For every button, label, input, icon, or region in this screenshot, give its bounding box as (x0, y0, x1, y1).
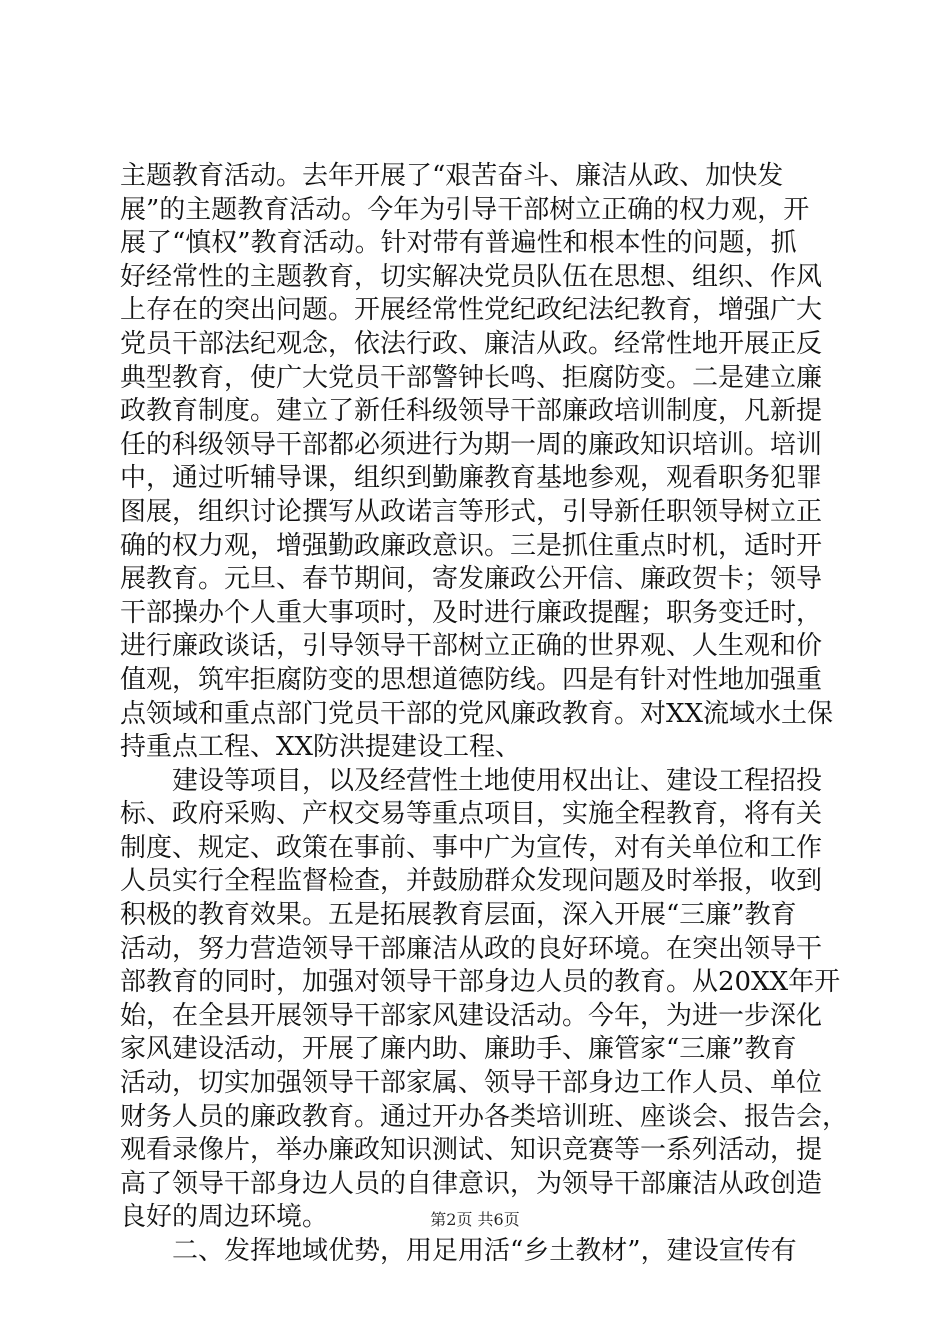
text-line: 财务人员的廉政教育。通过开办各类培训班、座谈会、报告会， (120, 1101, 849, 1132)
text-line: 活动，切实加强领导干部家属、领导干部身边工作人员、单位 (120, 1068, 823, 1099)
text-line: 展”的主题教育活动。今年为引导干部树立正确的权力观，开 (120, 194, 810, 225)
text-line: 部教育的同时，加强对领导干部身边人员的教育。从20XX年开 (120, 967, 841, 998)
text-line: 点领域和重点部门党员干部的党风廉政教育。对XX流域水土保 (120, 698, 834, 729)
text-line: 持重点工程、XX防洪提建设工程、 (120, 732, 522, 763)
page-footer: 第2页 共6页 (430, 1210, 520, 1229)
text-line: 建设等项目，以及经营性土地使用权出让、建设工程招投 (172, 765, 823, 796)
text-line: 党员干部法纪观念，依法行政、廉洁从政。经常性地开展正反 (120, 328, 823, 359)
text-line: 确的权力观，增强勤政廉政意识。三是抓住重点时机，适时开 (120, 530, 823, 561)
text-line: 好经常性的主题教育，切实解决党员队伍在思想、组织、作风 (120, 261, 823, 292)
text-line: 良好的周边环境。 (120, 1202, 329, 1233)
paragraph (120, 765, 849, 1235)
text-line: 中，通过听辅导课，组织到勤廉教育基地参观，观看职务犯罪 (120, 463, 823, 494)
text-line: 始，在全县开展领导干部家风建设活动。今年，为进一步深化 (120, 1000, 823, 1031)
text-line: 家风建设活动，开展了廉内助、廉助手、廉管家“三廉”教育 (120, 1034, 797, 1065)
document-body (120, 160, 849, 1269)
text-line: 值观，筑牢拒腐防变的思想道德防线。四是有针对性地加强重 (120, 664, 823, 695)
text-line: 图展，组织讨论撰写从政诺言等形式，引导新任职领导树立正 (120, 496, 823, 527)
text-line: 干部操办个人重大事项时，及时进行廉政提醒；职务变迁时， (120, 597, 823, 628)
text-line: 进行廉政谈话，引导领导干部树立正确的世界观、人生观和价 (120, 631, 823, 662)
text-line: 人员实行全程监督检查，并鼓励群众发现问题及时举报，收到 (120, 866, 823, 897)
text-line: 典型教育，使广大党员干部警钟长鸣、拒腐防变。二是建立廉 (120, 362, 823, 393)
paragraph (120, 1235, 840, 1269)
text-line: 活动，努力营造领导干部廉洁从政的良好环境。在突出领导干 (120, 933, 823, 964)
text-line: 标、政府采购、产权交易等重点项目，实施全程教育，将有关 (120, 799, 823, 830)
text-line: 展教育。元旦、春节期间，寄发廉政公开信、廉政贺卡；领导 (120, 564, 823, 595)
text-line: 制度、规定、政策在事前、事中广为宣传，对有关单位和工作 (120, 832, 823, 863)
text-line: 上存在的突出问题。开展经常性党纪政纪法纪教育，增强广大 (120, 295, 823, 326)
paragraph (120, 160, 840, 765)
text-line: 高了领导干部身边人员的自律意识，为领导干部廉洁从政创造 (120, 1168, 823, 1199)
text-line: 观看录像片，举办廉政知识测试、知识竞赛等一系列活动，提 (120, 1135, 823, 1166)
text-line: 二、发挥地域优势，用足用活“乡土教材”，建设宣传有 (172, 1236, 797, 1266)
text-line: 主题教育活动。去年开展了“艰苦奋斗、廉洁从政、加快发 (120, 161, 784, 191)
text-line: 展了“慎权”教育活动。针对带有普遍性和根本性的问题，抓 (120, 228, 797, 259)
text-line: 任的科级领导干部都必须进行为期一周的廉政知识培训。培训 (120, 429, 823, 460)
text-line: 政教育制度。建立了新任科级领导干部廉政培训制度，凡新提 (120, 396, 823, 427)
text-line: 积极的教育效果。五是拓展教育层面，深入开展“三廉”教育 (120, 900, 797, 931)
